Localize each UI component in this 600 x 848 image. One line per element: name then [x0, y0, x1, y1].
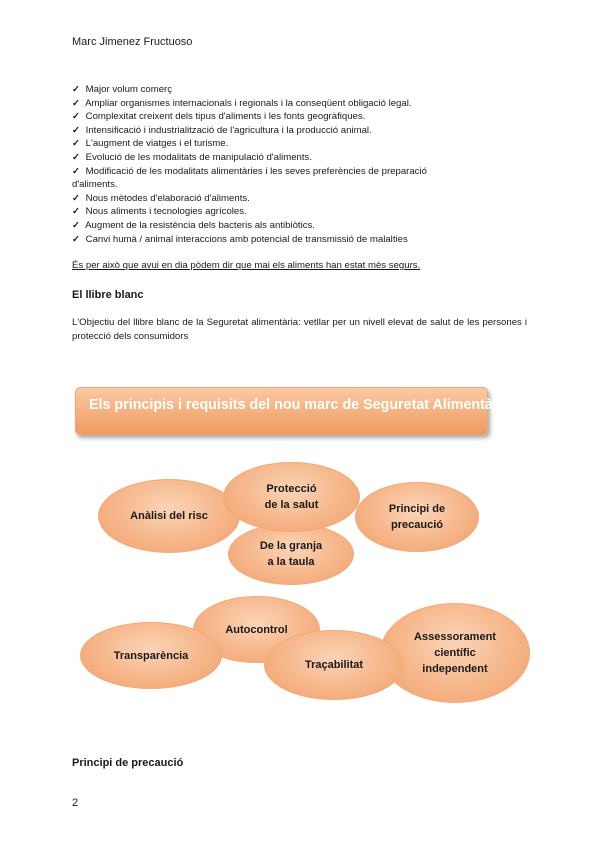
- list-item: ✓ Canvi humà / animal interaccions amb potencial de transmissió de malalties: [72, 233, 408, 245]
- list-item: ✓ Complexitat creixent dels tipus d'aliments i les fonts geogràfiques.: [72, 111, 366, 123]
- list-item: ✓ Intensificació i industrialització de l'agricultura i la producció animal.: [72, 124, 372, 136]
- checkmark-icon: ✓: [72, 192, 81, 204]
- node-assessorament: Assessorament científic independent: [380, 603, 530, 703]
- list-item: ✓ L'augment de viatges i el turisme.: [72, 138, 229, 150]
- list-item: ✓ Nous aliments i tecnologies agrícoles.: [72, 206, 247, 218]
- bullet-list: [72, 83, 532, 246]
- diagram-banner-title: Els principis i requisits del nou marc de Seguretat Alimentària: [89, 397, 511, 413]
- checkmark-icon: ✓: [72, 124, 81, 136]
- node-principi-precaucio: Principi de precaució: [355, 482, 479, 552]
- node-analisi-risc: Anàlisi del risc: [98, 479, 240, 553]
- list-item: ✓ Nous mètodes d'elaboració d'aliments.: [72, 192, 250, 204]
- page-header-author: Marc Jimenez Fructuoso: [72, 36, 193, 48]
- list-item: ✓ Augment de la resistència dels bacteris als antibiòtics.: [72, 219, 315, 231]
- section-heading-principi-precaucio: Principi de precaució: [72, 757, 184, 769]
- node-tracabilitat: Traçabilitat: [264, 630, 404, 700]
- list-item: ✓ Modificació de les modalitats alimentàries i les seves preferències de preparació: [72, 165, 427, 177]
- checkmark-icon: ✓: [72, 165, 81, 177]
- list-item: ✓ Ampliar organismes internacionals i regionals i la conseqüent obligació legal.: [72, 97, 412, 109]
- checkmark-icon: ✓: [72, 97, 81, 109]
- checkmark-icon: ✓: [72, 111, 81, 123]
- checkmark-icon: ✓: [72, 219, 81, 231]
- checkmark-icon: ✓: [72, 138, 81, 150]
- node-transparencia: Transparència: [80, 622, 222, 689]
- checkmark-icon: ✓: [72, 233, 81, 245]
- checkmark-icon: ✓: [72, 206, 81, 218]
- objective-paragraph: L'Objectiu del llibre blanc de la Seguretat alimentària: vetllar per un nivell elevat de salut de les persones i protecció dels consumidors: [72, 317, 527, 342]
- diagram-banner: [75, 387, 511, 435]
- underlined-statement: És per això que avui en dia pòdem dir que mai els aliments han estat més segurs.: [72, 260, 421, 271]
- node-proteccio-salut: Protecció de la salut: [223, 462, 360, 532]
- page-number: 2: [72, 797, 79, 809]
- section-heading-llibre-blanc: El llibre blanc: [72, 289, 144, 301]
- list-item: ✓ Evolució de les modalitats de manipulació d'aliments.: [72, 151, 313, 163]
- list-item-continuation: d'aliments.: [72, 179, 118, 191]
- node-granja-taula: De la granja a la taula: [228, 523, 354, 585]
- checkmark-icon: ✓: [72, 151, 81, 163]
- list-item: ✓ Major volum comerç: [72, 84, 173, 95]
- node-autocontrol: Autocontrol: [193, 596, 320, 663]
- checkmark-icon: ✓: [72, 84, 81, 95]
